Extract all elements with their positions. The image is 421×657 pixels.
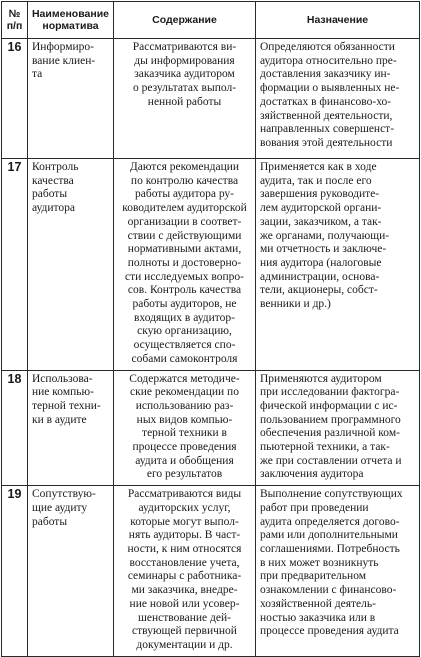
standard-name: Контроль качества работы аудитора xyxy=(28,159,114,371)
table-row xyxy=(2,39,420,159)
header-name: Наименование норматива xyxy=(28,2,114,39)
table-row xyxy=(2,159,420,371)
standard-purpose: Определяются обязанности аудитора относительно пре- доставления заказчику ин- формации о выявленных не- достатках в финансово-хо- зяйственной деятельности, направленных совершенст- вования этой деятельности xyxy=(256,39,420,159)
header-content: Содержание xyxy=(114,2,256,39)
header-number: № п/п xyxy=(2,2,28,39)
row-number: 16 xyxy=(2,39,28,159)
header-purpose: Назначение xyxy=(256,2,420,39)
row-number: 19 xyxy=(2,486,28,656)
row-number: 18 xyxy=(2,370,28,486)
table-row xyxy=(2,486,420,656)
standard-purpose: Выполнение сопутствующих работ при проведении аудита определяется догово- рами или дополнительными соглашениями. Потребность в них может возникнуть при предварительном ознакомлении с финансово- хозяйственной деятель- ностью заказчика или в процессе проведения аудита xyxy=(256,486,420,656)
standard-content: Рассматриваются виды аудиторских услуг, которые могут выпол- нять аудиторы. В част- ности, к ним относятся восстановление учета, семинары с работника- ми заказчика, внедре- ние новой или усовер- шенствование дей- ствующей первичной документации и др. xyxy=(114,486,256,656)
standard-content: Рассматриваются ви- ды информирования заказчика аудитором о результатах выпол- ненной работы xyxy=(114,39,256,159)
standard-content: Даются рекомендации по контролю качества работы аудитора ру- ководителем аудиторской организации в соответ- ствии с действующими нормативными актами, полноты и достоверно- сти исследуемых вопро- сов. Контроль качества работы аудиторов, не входящих в аудитор- скую организацию, осуществляется спо- собами самоконтроля xyxy=(114,159,256,371)
auditing-standards-table xyxy=(1,1,420,657)
standard-name: Информиро- вание клиен- та xyxy=(28,39,114,159)
standard-purpose: Применяются аудитором при исследовании фактогра- фической информации с ис- пользованием программного обеспечения различной ком- пьютерной техники, а так- же при составлении отчета и заключения аудитора xyxy=(256,370,420,486)
standard-content: Содержатся методиче- ские рекомендации по использованию раз- ных видов компью- терной техники в процессе проведения аудита и обобщения его результатов xyxy=(114,370,256,486)
table-row xyxy=(2,370,420,486)
standard-purpose: Применяется как в ходе аудита, так и после его завершения руководите- лем аудиторской органи- зации, заказчиком, а так- же органами, получающи- ми отчетность и заключе- ния аудитора (налоговые администрации, основа- тели, акционеры, собст- венники и др.) xyxy=(256,159,420,371)
standard-name: Сопутствую- щие аудиту работы xyxy=(28,486,114,656)
standard-name: Использова- ние компью- терной техни- ки в аудите xyxy=(28,370,114,486)
table-header-row xyxy=(2,2,420,39)
row-number: 17 xyxy=(2,159,28,371)
